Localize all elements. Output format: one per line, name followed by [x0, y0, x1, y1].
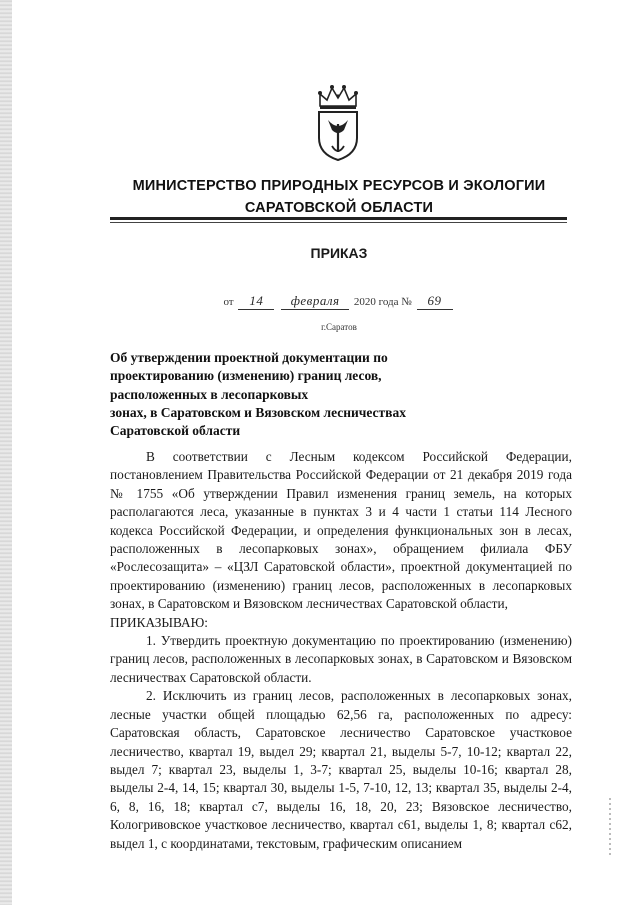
header-rule-thin [110, 222, 567, 223]
order-number-handwritten: 69 [417, 293, 453, 310]
order-date-line [110, 293, 568, 310]
ministry-name-line2: САРАТОВСКОЙ ОБЛАСТИ [244, 200, 434, 216]
subject-line: проектированию (изменению) границ лесов, [110, 368, 382, 384]
order-word: ПРИКАЗЫВАЮ: [110, 614, 208, 630]
header-rule-thick [110, 217, 567, 220]
scan-margin-mark [609, 795, 611, 855]
date-month-handwritten: февраля [281, 293, 349, 310]
saratov-coat-of-arms-icon [314, 84, 362, 162]
subject-line: зонах, в Саратовском и Вязовском лесничествах [110, 404, 406, 420]
scan-left-edge [0, 0, 12, 905]
ministry-header [110, 175, 568, 219]
date-year: 2020 года № [353, 296, 412, 308]
subject-line: расположенных в лесопарковых [110, 386, 309, 402]
date-day-handwritten: 14 [238, 293, 274, 310]
city-label: г.Саратов [321, 322, 357, 332]
item-2-paragraph: 2. Исключить из границ лесов, расположенных в лесопарковых зонах, лесные участки общей площадью 62,56 га, расположенных по адресу: Саратовская область, Саратовское лесничество Саратовское участковое лесничество, квартал 19, выдел 29; квартал 21, выделы 5-7, 10-12; квартал 22, выдел 7; квартал 23, выделы 1, 3-7; квартал 25, выделы 10-16; квартал 28, выделы 2-4, 14, 15; квартал 30, выделы 1-5, 7-10, 12, 13; квартал 35, выделы 2-4, 6, 8, 16, 18; квартал с7, выделы 16, 18, 20, 23; Вязовское лесничество, Кологривовское участковое лесничество, квартал с61, выделы 1, 8; квартал с62, выдел 1, с координатами, текстовым, графическим описанием [110, 688, 572, 851]
preamble-paragraph: В соответствии с Лесным кодексом Российской Федерации, постановлением Правительства Российской Федерации от 21 декабря 2019 года № 1755 «Об утверждении Правил изменения границ земель, на которых располагаются леса, указанные в пунктах 3 и 4 части 1 статьи 114 Лесного кодекса Российской Федерации, и определения функциональных зон в лесах, расположенных в лесопарковых зонах», обращением филиала ФБУ «Рослесозащита» – «ЦЗЛ Саратовской области», проектной документацией по проектированию (изменению) границ лесов, расположенных в лесопарковых зонах, в Саратовском и Вязовском лесничествах Саратовской области, [110, 449, 572, 612]
order-title: ПРИКАЗ [310, 245, 368, 261]
order-subject [110, 349, 440, 440]
ministry-name-line1: МИНИСТЕРСТВО ПРИРОДНЫХ РЕСУРСОВ И ЭКОЛОГИИ [132, 178, 546, 194]
order-body [110, 448, 572, 853]
item-1-paragraph: 1. Утвердить проектную документацию по проектированию (изменению) границ лесов, расположенных в лесопарковых зонах, в Саратовском и Вязовском лесничествах Саратовской области. [110, 633, 572, 685]
subject-line: Об утверждении проектной документации по [110, 350, 388, 365]
date-prefix: от [223, 296, 234, 308]
subject-line: Саратовской области [110, 423, 241, 439]
